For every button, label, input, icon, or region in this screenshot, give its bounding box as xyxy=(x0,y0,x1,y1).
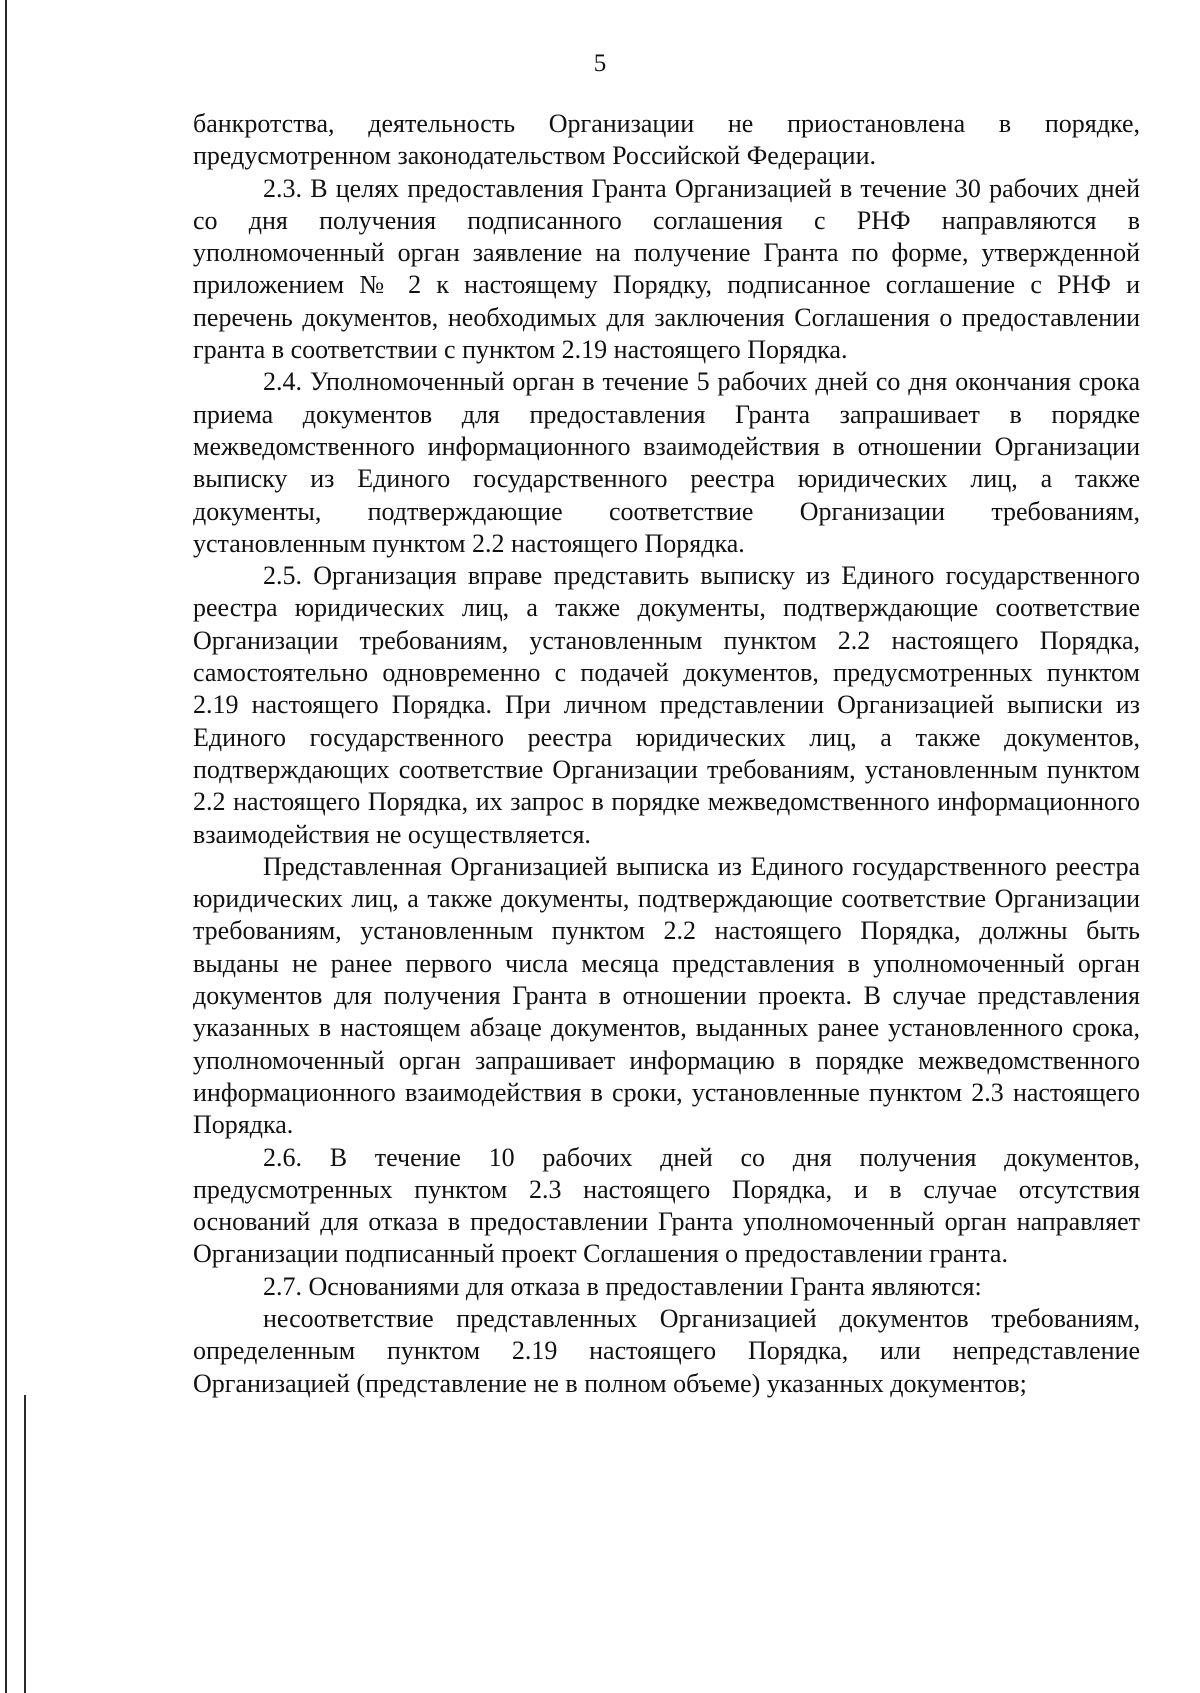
scan-edge-line xyxy=(5,0,7,1693)
paragraph-refusal-ground: несоответствие представленных Организацией документов требованиям, определенным пунктом 2.19 настоящего Порядка, или непредставление Организацией (представление не в полном объеме) указанных документов; xyxy=(193,1303,1140,1398)
page-number: 5 xyxy=(593,50,607,77)
paragraph-2-7: 2.7. Основаниями для отказа в предоставлении Гранта являются: xyxy=(263,1271,982,1301)
scan-edge-line-inner xyxy=(24,1395,26,1693)
paragraph-2-5: 2.5. Организация вправе представить выписку из Единого государственного реестра юридических лиц, а также документы, подтверждающие соответствие Организации требованиям, установленным пунктом 2.2 настоящего Порядка, самостоятельно одновременно с подачей документов, предусмотренных пунктом 2.19 настоящего Порядка. При личном представлении Организацией выписки из Единого государственного реестра юридических лиц, а также документов, подтверждающих соответствие Организации требованиям, установленным пунктом 2.2 настоящего Порядка, их запрос в порядке межведомственного информационного взаимодействия не осуществляется. xyxy=(193,561,1140,849)
document-body xyxy=(193,108,1140,1400)
paragraph-2-5-extract: Представленная Организацией выписка из Единого государственного реестра юридических лиц, а также документы, подтверждающие соответствие Организации требованиям, установленным пунктом 2.2 настоящего Порядка, должны быть выданы не ранее первого числа месяца представления в уполномоченный орган документов для получения Гранта в отношении проекта. В случае представления указанных в настоящем абзаце документов, выданных ранее установленного срока, уполномоченный орган запрашивает информацию в порядке межведомственного информационного взаимодействия в сроки, установленные пунктом 2.3 настоящего Порядка. xyxy=(193,851,1140,1140)
paragraph-continuation: банкротства, деятельность Организации не приостановлена в порядке, предусмотренном законодательством Российской Федерации. xyxy=(193,109,1140,171)
paragraph-2-6: 2.6. В течение 10 рабочих дней со дня получения документов, предусмотренных пунктом 2.3 настоящего Порядка, и в случае отсутствия оснований для отказа в предоставлении Гранта уполномоченный орган направляет Организации подписанный проект Соглашения о предоставлении гранта. xyxy=(193,1142,1140,1269)
paragraph-2-4: 2.4. Уполномоченный орган в течение 5 рабочих дней со дня окончания срока приема документов для предоставления Гранта запрашивает в порядке межведомственного информационного взаимодействия в отношении Организации выписку из Единого государственного реестра юридических лиц, а также документы, подтверждающие соответствие Организации требованиям, установленным пунктом 2.2 настоящего Порядка. xyxy=(193,367,1140,558)
paragraph-2-3: 2.3. В целях предоставления Гранта Организацией в течение 30 рабочих дней со дня получения подписанного соглашения с РНФ направляются в уполномоченный орган заявление на получение Гранта по форме, утвержденной приложением № 2 к настоящему Порядку, подписанное соглашение с РНФ и перечень документов, необходимых для заключения Соглашения о предоставлении гранта в соответствии с пунктом 2.19 настоящего Порядка. xyxy=(193,173,1140,365)
